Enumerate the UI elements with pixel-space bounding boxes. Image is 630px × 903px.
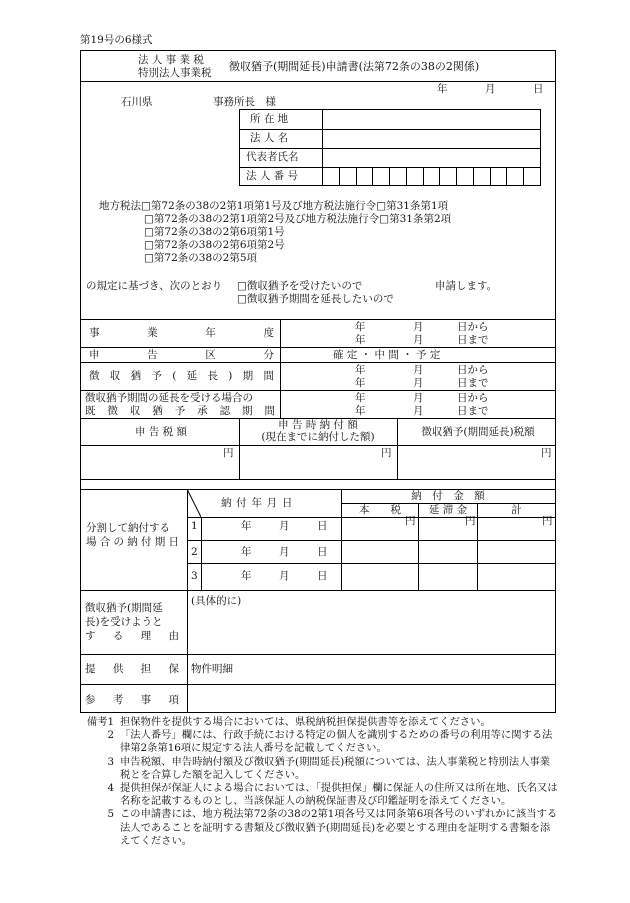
row3-year[interactable]: 年 bbox=[241, 570, 252, 582]
note-item: 5 この申請書には、地方税法第72条の38の2第1項各号又は同条第6項各号のいずれかに該当する法人であることを証明する書類及び徴収猶予(期間延長)を必要とする理由を証明する書類を添えてください。 bbox=[80, 808, 560, 848]
ep-from-month[interactable]: 月 bbox=[413, 392, 424, 404]
dp-from-year[interactable]: 年 bbox=[355, 364, 366, 376]
paid-amount-field[interactable] bbox=[240, 446, 397, 479]
reference-label: 参 考 事 項 bbox=[85, 694, 179, 706]
reason-label-2: 長)を受けようと bbox=[85, 616, 163, 628]
installment-row-num-2: 2 bbox=[191, 546, 198, 558]
ep-to-year[interactable]: 年 bbox=[355, 405, 366, 417]
dp-from-month[interactable]: 月 bbox=[413, 364, 424, 376]
law-line-1[interactable]: 地方税法□第72条の38の2第1項第1号及び地方税法施行令□第31条第1項 bbox=[99, 200, 449, 212]
date-day[interactable]: 日 bbox=[533, 83, 544, 95]
paid-amount-header-1: 申 告 時 納 付 額 bbox=[278, 419, 358, 431]
date-year[interactable]: 年 bbox=[437, 83, 448, 95]
rep-field[interactable] bbox=[323, 149, 540, 167]
row2-month[interactable]: 月 bbox=[279, 546, 290, 558]
note-item: 備考1 担保物件を提供する場合においては、県税納税担保提供書等を添えてください。 bbox=[80, 716, 560, 729]
prefecture: 石川県 bbox=[121, 96, 153, 108]
request-suffix: 申請します。 bbox=[435, 280, 498, 292]
note-text: この申請書には、地方税法第72条の38の2第1項各号又は同条第6項各号のいずれかに該当する法人であることを証明する書類及び徴収猶予(期間延長)を必要とする理由を証明する書類を添えてください。 bbox=[120, 808, 558, 847]
fy-from-month[interactable]: 月 bbox=[413, 321, 424, 333]
collateral-value[interactable]: 物件明細 bbox=[191, 663, 233, 675]
fiscal-year-label: 事業年度 bbox=[89, 327, 274, 339]
reason-label-3: す る 理 由 bbox=[85, 630, 179, 642]
installment-label-2: 場合の納付期日 bbox=[86, 536, 179, 548]
row1-total-yen[interactable]: 円 bbox=[542, 515, 553, 527]
fy-to-month[interactable]: 月 bbox=[413, 334, 424, 346]
law-line-3[interactable]: □第72条の38の2第6項第1号 bbox=[144, 226, 285, 238]
addressee: 事務所長 様 bbox=[213, 96, 276, 108]
installment-row-num-1: 1 bbox=[191, 520, 198, 532]
existing-period-label-2: 既徴収猶予承認期間 bbox=[85, 405, 275, 417]
filing-tax-field[interactable] bbox=[81, 446, 239, 479]
diagonal-line bbox=[187, 489, 201, 517]
row3-day[interactable]: 日 bbox=[317, 570, 328, 582]
reason-placeholder[interactable]: (具体的に) bbox=[191, 595, 242, 607]
payment-amount-header: 納 付 金 額 bbox=[411, 490, 485, 502]
address-field[interactable] bbox=[323, 110, 540, 129]
law-line-5[interactable]: □第72条の38の2第5項 bbox=[144, 252, 258, 264]
collateral-label: 提 供 担 保 bbox=[85, 663, 179, 675]
row1-year[interactable]: 年 bbox=[241, 520, 252, 532]
filing-type-options[interactable]: 確 定 ・ 中 間 ・ 予 定 bbox=[333, 349, 441, 361]
fy-to-day[interactable]: 日まで bbox=[457, 334, 489, 346]
installment-row-num-3: 3 bbox=[191, 570, 198, 582]
law-line-2[interactable]: □第72条の38の2第1項第2号及び地方税法施行令□第31条第2項 bbox=[144, 213, 452, 225]
principal-header: 本 税 bbox=[359, 504, 401, 516]
corp-name-label: 法 人 名 bbox=[250, 132, 289, 144]
rep-label: 代表者氏名 bbox=[246, 151, 299, 163]
paid-amount-yen: 円 bbox=[381, 447, 392, 459]
existing-period-label-1: 徴収猶予期間の延長を受ける場合の bbox=[85, 392, 253, 404]
row3-month[interactable]: 月 bbox=[279, 570, 290, 582]
tax-type-2: 特別法人事業税 bbox=[138, 67, 212, 79]
row1-month[interactable]: 月 bbox=[279, 520, 290, 532]
fy-from-year[interactable]: 年 bbox=[355, 321, 366, 333]
corp-number-label: 法 人 番 号 bbox=[246, 170, 299, 182]
filing-tax-yen: 円 bbox=[223, 447, 234, 459]
row2-year[interactable]: 年 bbox=[241, 546, 252, 558]
row1-principal-yen[interactable]: 円 bbox=[405, 515, 416, 527]
note-item: 2 「法人番号」欄には、行政手続における特定の個人を識別するための番号の利用等に関する法律第2条第16項に規定する法人番号を記載してください。 bbox=[80, 729, 560, 755]
application-form bbox=[80, 50, 556, 713]
paid-amount-header-2: (現在までに納付した額) bbox=[261, 431, 375, 443]
address-label: 所 在 地 bbox=[250, 113, 289, 125]
ep-from-day[interactable]: 日から bbox=[457, 392, 489, 404]
ep-to-month[interactable]: 月 bbox=[413, 405, 424, 417]
row2-day[interactable]: 日 bbox=[317, 546, 328, 558]
dp-to-year[interactable]: 年 bbox=[355, 377, 366, 389]
corp-number-field[interactable] bbox=[322, 168, 540, 186]
total-header: 計 bbox=[511, 504, 522, 516]
note-text: 申告税額、申告時納付額及び徴収猶予(期間延長)税額については、法人事業税と特別法人事業税とを合算した額を記入してください。 bbox=[120, 755, 550, 781]
row1-penalty-yen[interactable]: 円 bbox=[465, 515, 476, 527]
reason-label-1: 徴収猶予(期間延 bbox=[85, 602, 163, 614]
note-item: 4 提供担保が保証人による場合においては、「提供担保」欄に保証人の住所又は所在地、氏名又は名称を記載するものとし、当該保証人の納税保証書及び印鑑証明を添えてください。 bbox=[80, 782, 560, 808]
deferral-tax-yen: 円 bbox=[541, 447, 552, 459]
penalty-header: 延 滞 金 bbox=[428, 504, 468, 516]
form-title: 徴収猶予(期間延長)申請書(法第72条の38の2関係) bbox=[229, 60, 480, 73]
note-item: 3 申告税額、申告時納付額及び徴収猶予(期間延長)税額については、法人事業税と特別法人事業税とを合算した額を記入してください。 bbox=[80, 756, 560, 782]
date-month[interactable]: 月 bbox=[485, 83, 496, 95]
tax-type-1: 法 人 事 業 税 bbox=[138, 54, 204, 66]
notes-label: 備考 bbox=[86, 716, 108, 728]
dp-to-day[interactable]: 日まで bbox=[457, 377, 489, 389]
note-text: 提供担保が保証人による場合においては、「提供担保」欄に保証人の住所又は所在地、氏名又は名称を記載するものとし、当該保証人の納税保証書及び印鑑証明を添えてください。 bbox=[120, 782, 558, 808]
ep-from-year[interactable]: 年 bbox=[355, 392, 366, 404]
request-prefix: の規定に基づき、次のとおり bbox=[86, 280, 223, 292]
note-text: 「法人番号」欄には、行政手続における特定の個人を識別するための番号の利用等に関する法律第2条第16項に規定する法人番号を記載してください。 bbox=[120, 729, 553, 755]
reference-field[interactable] bbox=[188, 685, 555, 712]
deferral-period-label: 徴収猶予(延長)期間 bbox=[89, 370, 274, 382]
dp-to-month[interactable]: 月 bbox=[413, 377, 424, 389]
note-text: 担保物件を提供する場合においては、県税納税担保提供書等を添えてください。 bbox=[120, 716, 491, 728]
filing-tax-header: 申 告 税 額 bbox=[134, 426, 187, 438]
applicant-box bbox=[239, 109, 541, 186]
deferral-tax-header: 徴収猶予(期間延長)税額 bbox=[421, 426, 535, 438]
ep-to-day[interactable]: 日まで bbox=[457, 405, 489, 417]
row1-day[interactable]: 日 bbox=[317, 520, 328, 532]
law-line-4[interactable]: □第72条の38の2第6項第2号 bbox=[144, 239, 285, 251]
form-id: 第19号の6様式 bbox=[80, 34, 153, 46]
request-option-2[interactable]: □徴収猶予期間を延長したいので bbox=[237, 293, 394, 305]
fy-to-year[interactable]: 年 bbox=[355, 334, 366, 346]
filing-type-label: 申告区分 bbox=[89, 349, 274, 361]
notes bbox=[80, 716, 560, 848]
dp-from-day[interactable]: 日から bbox=[457, 364, 489, 376]
deferral-tax-field[interactable] bbox=[398, 446, 555, 479]
payment-date-header: 納付年月日 bbox=[221, 497, 298, 509]
installment-label-1: 分割して納付する bbox=[86, 522, 170, 534]
corp-name-field[interactable] bbox=[323, 130, 540, 148]
request-option-1[interactable]: □徴収猶予を受けたいので bbox=[237, 280, 363, 292]
fy-from-day[interactable]: 日から bbox=[457, 321, 489, 333]
